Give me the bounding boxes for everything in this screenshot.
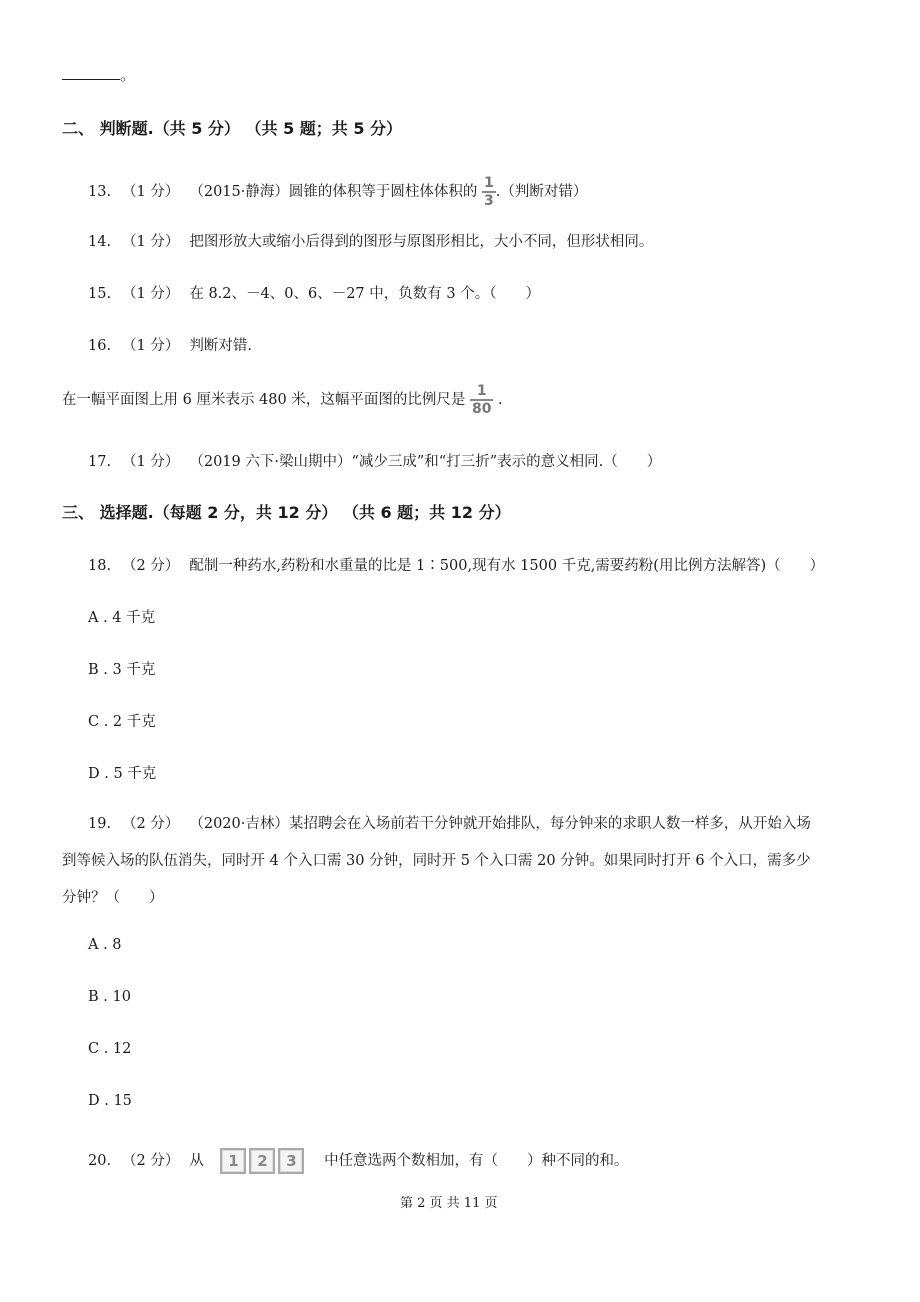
question-13: 13. （1 分） （2015·静海）圆锥的体积等于圆柱体体积的 $\frac{1}{3}$ .（判断对错） [88, 175, 588, 209]
fraction-one-eightieth: $\frac{1}{80}$ [471, 383, 492, 417]
question-16: 16. （1 分） 判断对错. [88, 338, 252, 354]
question-19-line3: 分钟？（ ） [62, 890, 164, 906]
option-a[interactable]: A . 4 千克 [88, 610, 156, 626]
question-19-line2: 到等候入场的队伍消失，同时开 4 个入口需 30 分钟，同时开 5 个入口需 20 分钟。如果同时打开 6 个入口，需多少 [62, 853, 811, 869]
section-2-title: 二、 判断题.（共 5 分） （共 5 题；共 5 分） [62, 119, 403, 138]
blank [62, 69, 120, 80]
question-16-body: 在一幅平面图上用 6 厘米表示 480 米，这幅平面图的比例尺是 $\frac{1}{80}$ . [62, 383, 503, 417]
option-d[interactable]: D . 15 [88, 1093, 132, 1109]
option-d[interactable]: D . 5 千克 [88, 766, 157, 782]
section-3-title: 三、 选择题.（每题 2 分，共 12 分） （共 6 题；共 12 分） [62, 503, 511, 522]
answer-blank-line: 。 [62, 64, 135, 85]
fraction-one-third: $\frac{1}{3}$ [483, 175, 494, 209]
option-a[interactable]: A . 8 [88, 937, 122, 953]
question-18: 18. （2 分） 配制一种药水,药粉和水重量的比是 1∶500,现有水 1500 千克,需要药粉(用比例方法解答)（ ） [88, 558, 825, 574]
page-footer: 第 2 页 共 11 页 [400, 1196, 498, 1211]
question-19: 19. （2 分） （2020·吉林）某招聘会在入场前若干分钟就开始排队，每分钟来的求职人数一样多，从开始入场 [88, 816, 811, 832]
option-c[interactable]: C . 12 [88, 1041, 132, 1057]
option-b[interactable]: B . 10 [88, 989, 131, 1005]
option-b[interactable]: B . 3 千克 [88, 662, 156, 678]
number-card: 1 [220, 1148, 246, 1174]
number-cards [220, 1148, 307, 1174]
question-17: 17. （1 分） （2019 六下·梁山期中）“减少三成”和“打三折”表示的意义相同.（ ） [88, 454, 662, 470]
question-15: 15. （1 分） 在 8.2、－4、0、6、－27 中，负数有 3 个。（ ） [88, 286, 540, 302]
question-14: 14. （1 分） 把图形放大或缩小后得到的图形与原图形相比，大小不同，但形状相同。 [88, 234, 654, 250]
option-c[interactable]: C . 2 千克 [88, 714, 156, 730]
number-card: 2 [249, 1148, 275, 1174]
question-20: 20. （2 分） 从 1 2 3 中任意选两个数相加，有（ ）种不同的和。 [88, 1148, 629, 1174]
number-card: 3 [278, 1148, 304, 1174]
